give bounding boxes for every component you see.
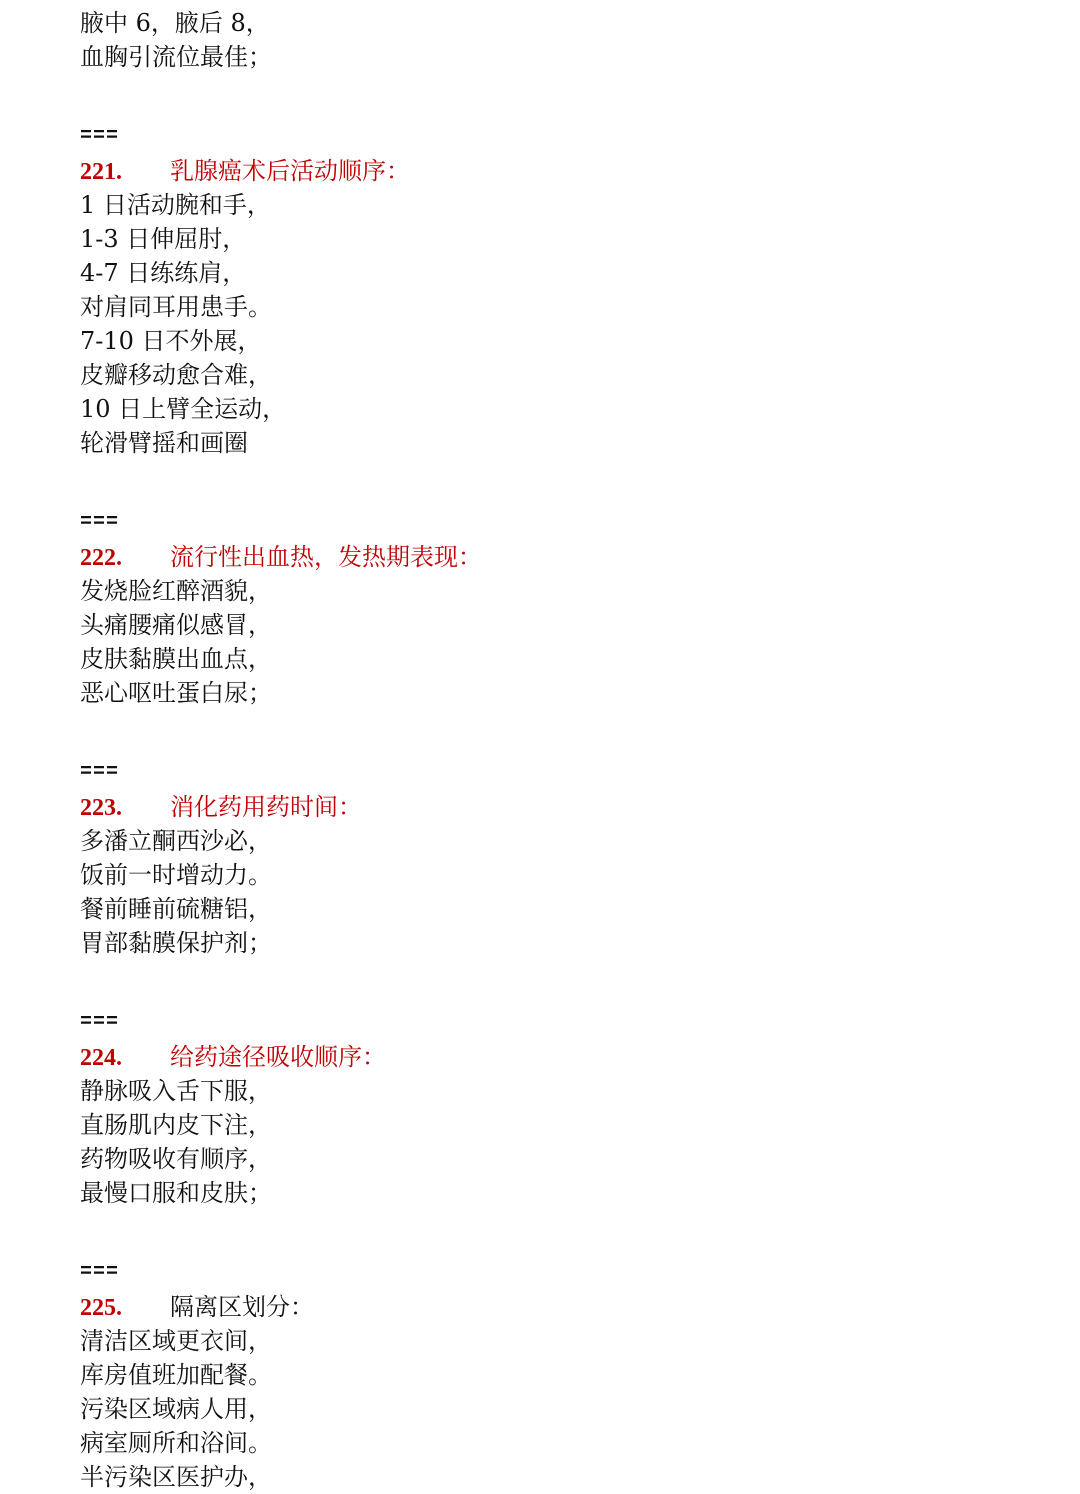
intro-line: 腋中 6，腋后 8， — [80, 9, 270, 37]
verse-line: 4-7 日练练肩， — [80, 259, 247, 287]
separator: === — [80, 125, 120, 148]
verse-line: 污染区域病人用， — [80, 1395, 272, 1423]
verse-line: 皮肤黏膜出血点， — [80, 645, 272, 673]
intro-line: 血胸引流位最佳； — [80, 43, 272, 71]
section-title: 隔离区划分： — [170, 1293, 314, 1321]
section-title: 流行性出血热，发热期表现： — [170, 543, 482, 571]
section-number: 223. — [80, 795, 122, 821]
separator: === — [80, 1011, 120, 1034]
separator: === — [80, 761, 120, 784]
section-heading-224 — [80, 1040, 1040, 1074]
spacer — [80, 74, 1040, 120]
verse-line: 半污染区医护办， — [80, 1463, 272, 1491]
section-number: 221. — [80, 159, 122, 185]
verse-line: 发烧脸红醉酒貌， — [80, 577, 272, 605]
section-title: 乳腺癌术后活动顺序： — [170, 157, 410, 185]
verse-line: 胃部黏膜保护剂； — [80, 929, 272, 957]
verse-line: 7-10 日不外展， — [80, 327, 262, 355]
verse-line: 饭前一时增动力。 — [80, 861, 272, 889]
verse-line: 最慢口服和皮肤； — [80, 1179, 272, 1207]
spacer — [80, 710, 1040, 756]
verse-line: 药物吸收有顺序， — [80, 1145, 272, 1173]
verse-line: 10 日上臂全运动， — [80, 395, 287, 423]
section-title: 给药途径吸收顺序： — [170, 1043, 386, 1071]
verse-line: 头痛腰痛似感冒， — [80, 611, 272, 639]
verse-line: 对肩同耳用患手。 — [80, 293, 272, 321]
section-heading-223 — [80, 790, 1040, 824]
verse-line: 静脉吸入舌下服， — [80, 1077, 272, 1105]
section-heading-221 — [80, 154, 1040, 188]
spacer — [80, 1210, 1040, 1256]
verse-line: 1 日活动腕和手， — [80, 191, 271, 219]
verse-line: 直肠肌内皮下注， — [80, 1111, 272, 1139]
verse-line: 病室厕所和浴间。 — [80, 1429, 272, 1457]
separator: === — [80, 1261, 120, 1284]
verse-line: 多潘立酮西沙必， — [80, 827, 272, 855]
spacer — [80, 460, 1040, 506]
section-number: 224. — [80, 1045, 122, 1071]
verse-line: 轮滑臂摇和画圈 — [80, 429, 248, 457]
verse-line: 餐前睡前硫糖铝， — [80, 895, 272, 923]
spacer — [80, 960, 1040, 1006]
section-title: 消化药用药时间： — [170, 793, 362, 821]
separator: === — [80, 511, 120, 534]
verse-line: 清洁区域更衣间， — [80, 1327, 272, 1355]
verse-line: 恶心呕吐蛋白尿； — [80, 679, 272, 707]
verse-line: 库房值班加配餐。 — [80, 1361, 272, 1389]
verse-line: 皮瓣移动愈合难， — [80, 361, 272, 389]
section-heading-222 — [80, 540, 1040, 574]
section-number: 225. — [80, 1295, 122, 1321]
verse-line: 1-3 日伸屈肘， — [80, 225, 247, 253]
document-page — [80, 6, 1040, 1494]
section-number: 222. — [80, 545, 122, 571]
section-heading-225 — [80, 1290, 1040, 1324]
